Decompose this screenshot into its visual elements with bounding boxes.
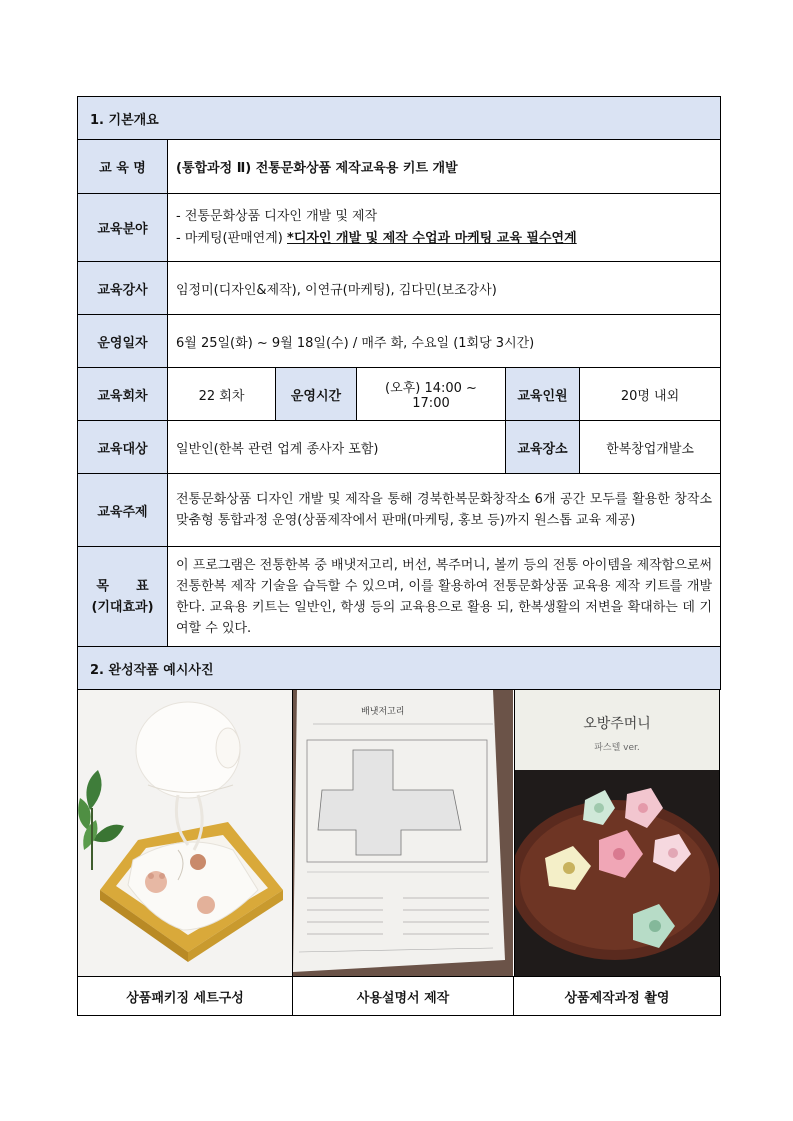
label-goal-line-1: 목 표 — [96, 578, 149, 594]
pouch-card-subtitle: 파스텔 ver. — [593, 743, 640, 753]
value-place: 한복창업개발소 — [580, 421, 721, 474]
value-instructors: 임정미(디자인&제작), 이연규(마케팅), 김다민(보조강사) — [168, 262, 721, 315]
production-illustration — [515, 690, 719, 976]
field-line-2-prefix: - 마케팅(판매연계) — [176, 230, 288, 246]
value-topic: 전통문화상품 디자인 개발 및 제작을 통해 경북한복문화창작소 6개 공간 모두를 활용한 창작소 맞춤형 통합과정 운영(상품제작에서 판매(마케팅, 홍보 등)까지 원스톱 교육 제공) — [168, 474, 721, 547]
label-sessions: 교육회차 — [78, 368, 168, 421]
manual-paper-title: 배냇저고리 — [361, 707, 405, 717]
label-target: 교육대상 — [78, 421, 168, 474]
label-instructors: 교육강사 — [78, 262, 168, 315]
value-schedule: 6월 25일(화) ~ 9월 18일(수) / 매주 화, 수요일 (1회당 3시간) — [168, 315, 721, 368]
pouch-card-title: 오방주머니 — [582, 716, 651, 732]
value-time: (오후) 14:00 ~ 17:00 — [357, 368, 506, 421]
photo-production — [515, 690, 719, 976]
field-line-2-emphasis: *디자인 개발 및 제작 수업과 마케팅 교육 필수연계 — [287, 230, 577, 246]
document — [77, 96, 720, 1016]
value-field — [168, 194, 721, 262]
label-topic: 교육주제 — [78, 474, 168, 547]
section-title-overview: 1. 기본개요 — [78, 97, 721, 140]
value-goal: 이 프로그램은 전통한복 중 배냇저고리, 버선, 복주머니, 볼끼 등의 전통 아이템을 제작함으로써 전통한복 제작 기술을 습득할 수 있으며, 이를 활용하여 전통문화상품 교육용 제작 키트를 개발한다. 교육용 키트는 일반인, 학생 등의 교육용으로 활용 되, 한복생활의 저변을 확대하는 데 기여할 수 있다. — [168, 547, 721, 647]
caption-production: 상품제작과정 촬영 — [514, 977, 721, 1016]
caption-packaging: 상품패키징 세트구성 — [78, 977, 293, 1016]
label-time: 운영시간 — [276, 368, 357, 421]
label-goal-line-2: (기대효과) — [91, 599, 154, 615]
photo-manual — [293, 690, 514, 976]
value-people: 20명 내외 — [580, 368, 721, 421]
value-target: 일반인(한복 관련 업계 종사자 포함) — [168, 421, 506, 474]
value-sessions: 22 회차 — [168, 368, 276, 421]
value-course-name: (통합과정 Ⅱ) 전통문화상품 제작교육용 키트 개발 — [168, 140, 721, 194]
photo-packaging — [78, 690, 293, 976]
label-place: 교육장소 — [506, 421, 580, 474]
label-people: 교육인원 — [506, 368, 580, 421]
label-field: 교육분야 — [78, 194, 168, 262]
photo-row — [77, 690, 720, 976]
field-line-1: - 전통문화상품 디자인 개발 및 제작 — [176, 208, 378, 224]
label-schedule: 운영일자 — [78, 315, 168, 368]
section-title-photos: 2. 완성작품 예시사진 — [78, 647, 721, 690]
overview-table — [77, 96, 721, 690]
field-line-2 — [176, 228, 712, 250]
manual-illustration — [293, 690, 513, 976]
label-course-name: 교 육 명 — [78, 140, 168, 194]
photo-captions — [77, 976, 721, 1016]
packaging-illustration — [78, 690, 292, 976]
caption-manual: 사용설명서 제작 — [293, 977, 514, 1016]
label-goal — [78, 547, 168, 647]
